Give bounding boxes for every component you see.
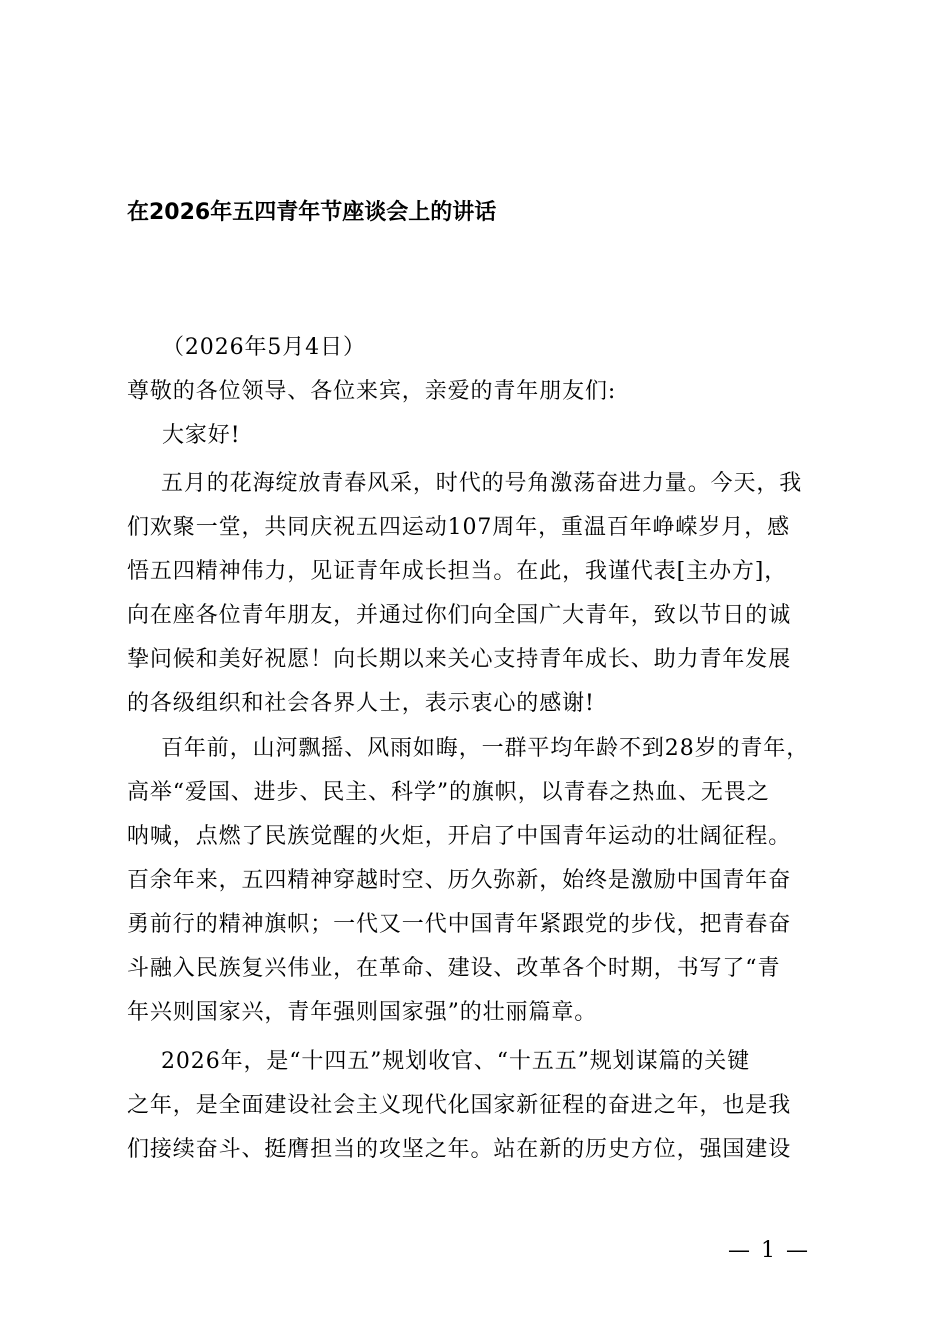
paragraph-line: 百年前，山河飘摇、风雨如晦，一群平均年龄不到28岁的青年， <box>161 736 810 761</box>
date-text: （2026年5月4日） <box>162 335 366 360</box>
paragraph-line: 们欢聚一堂，共同庆祝五四运动107周年，重温百年峥嵘岁月，感 <box>127 515 790 540</box>
paragraph-line: 2026年，是“十四五”规划收官、“十五五”规划谋篇的关键 <box>161 1049 751 1074</box>
paragraph-line: 的各级组织和社会各界人士，表示衷心的感谢! <box>127 691 595 716</box>
greeting <box>162 414 872 458</box>
paragraph-line: 高举“爱国、进步、民主、科学”的旗帜，以青春之热血、无畏之 <box>127 780 770 805</box>
document-title: 在2026年五四青年节座谈会上的讲话 <box>127 200 497 225</box>
greeting-text: 大家好! <box>162 423 241 448</box>
salutation <box>127 370 837 414</box>
paragraph-3 <box>127 1040 837 1172</box>
paragraph-line: 年兴则国家兴，青年强则国家强”的壮丽篇章。 <box>127 1000 598 1025</box>
paragraph-line: 呐喊，点燃了民族觉醒的火炬，开启了中国青年运动的壮阔征程。 <box>127 824 792 849</box>
paragraph-line: 们接续奋斗、挺膺担当的攻坚之年。站在新的历史方位，强国建设 <box>127 1137 792 1162</box>
paragraph-2 <box>127 727 837 1035</box>
speech-date <box>162 326 872 370</box>
paragraph-line: 五月的花海绽放青春风采，时代的号角激荡奋进力量。今天，我 <box>161 471 803 496</box>
paragraph-line: 百余年来，五四精神穿越时空、历久弥新，始终是激励中国青年奋 <box>127 868 792 893</box>
paragraph-1 <box>127 462 837 726</box>
paragraph-line: 勇前行的精神旗帜；一代又一代中国青年紧跟党的步伐，把青春奋 <box>127 912 792 937</box>
paragraph-line: 挚问候和美好祝愿！向长期以来关心支持青年成长、助力青年发展 <box>127 647 792 672</box>
paragraph-line: 向在座各位青年朋友，并通过你们向全国广大青年，致以节日的诚 <box>127 603 792 628</box>
paragraph-line: 之年，是全面建设社会主义现代化国家新征程的奋进之年，也是我 <box>127 1093 792 1118</box>
salutation-text: 尊敬的各位领导、各位来宾，亲爱的青年朋友们: <box>127 379 617 404</box>
paragraph-line: 斗融入民族复兴伟业，在革命、建设、改革各个时期，书写了“青 <box>127 956 781 981</box>
page-number: — 1 — <box>728 1238 810 1263</box>
paragraph-line: 悟五四精神伟力，见证青年成长担当。在此，我谨代表[主办方]， <box>127 559 788 584</box>
